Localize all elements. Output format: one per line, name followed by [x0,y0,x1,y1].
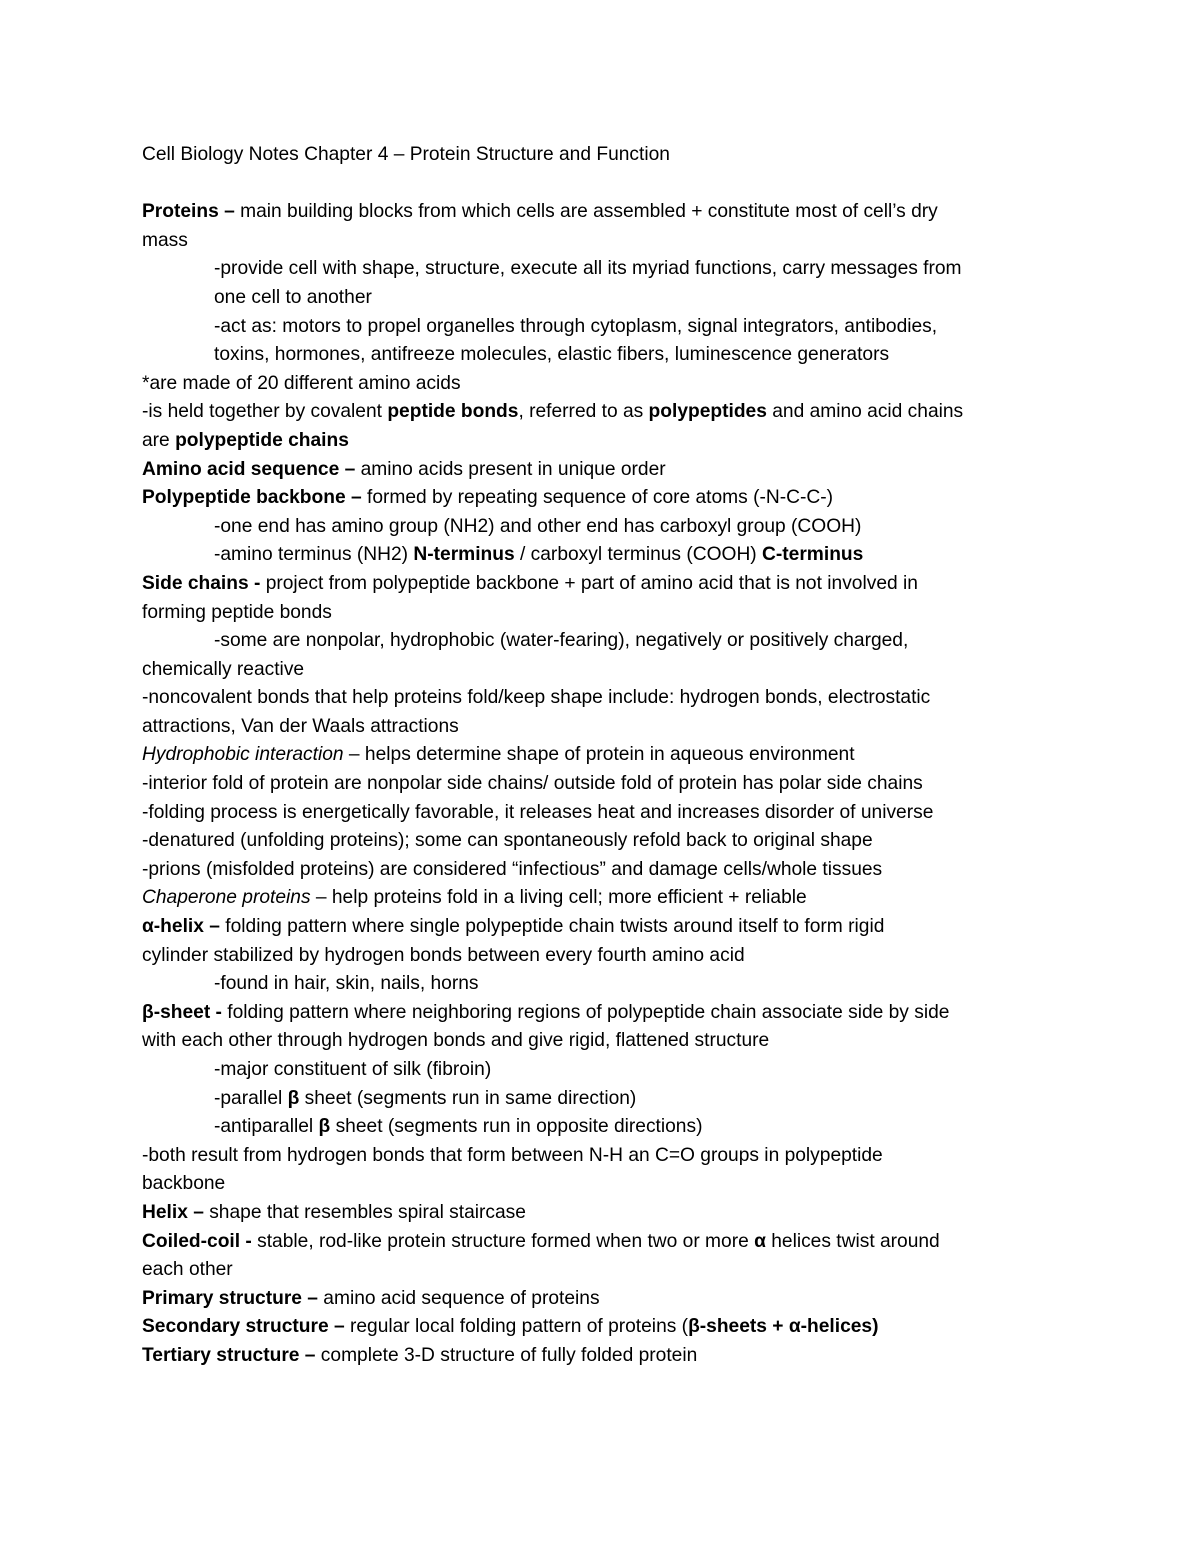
bold-term: polypeptides [648,401,767,423]
note-text: each other [142,1259,233,1281]
note-line [142,398,1072,427]
note-text: and amino acid chains [766,401,964,423]
bold-term: polypeptide chains [175,429,349,451]
note-text: amino acid sequence of proteins [317,1287,600,1309]
note-line [142,370,1072,399]
bold-term: Proteins – [142,201,235,223]
note-text: forming peptide bonds [142,601,332,623]
note-text: -both result from hydrogen bonds that form between N-H an C=O groups in polypeptide [142,1144,883,1166]
italic-term: Hydrophobic interaction [142,744,344,766]
bold-term: β [318,1116,331,1138]
note-text: sheet (segments run in same direction) [299,1087,637,1109]
note-line [142,770,1072,799]
document-title: Cell Biology Notes Chapter 4 – Protein Structure and Function [142,144,670,165]
note-text: / carboxyl terminus (COOH) [514,544,763,566]
bold-term: Primary structure – [142,1287,318,1309]
note-line [142,541,1072,570]
note-line [142,1199,1072,1228]
note-text: cylinder stabilized by hydrogen bonds between every fourth amino acid [142,944,745,966]
note-text: folding pattern where neighboring regions of polypeptide chain associate side by side [221,1001,950,1023]
note-text: mass [142,229,188,251]
note-text: -interior fold of protein are nonpolar side chains/ outside fold of protein has polar side chains [142,773,923,795]
bold-term: β-sheets + α-helices) [688,1316,879,1338]
bold-term: Secondary structure – [142,1316,345,1338]
bold-term: Coiled-coil - [142,1230,258,1252]
note-text: sheet (segments run in opposite directions) [330,1116,703,1138]
note-text: project from polypeptide backbone + part of amino acid that is not involved in [265,572,918,594]
bold-term: N-terminus [413,544,515,566]
note-text: -provide cell with shape, structure, execute all its myriad functions, carry messages from [214,258,962,280]
bold-term: α [754,1230,766,1252]
note-line [142,313,1072,342]
note-text: chemically reactive [142,658,305,680]
note-text: -prions (misfolded proteins) are considered “infectious” and damage cells/whole tissues [142,858,883,880]
note-text: amino acids present in unique order [355,458,666,480]
note-text: toxins, hormones, antifreeze molecules, elastic fibers, luminescence generators [214,344,890,366]
note-text: – help proteins fold in a living cell; more efficient + reliable [310,887,807,909]
note-text: attractions, Van der Waals attractions [142,715,459,737]
note-line [142,484,1072,513]
bold-term: C-terminus [762,544,864,566]
note-text: main building blocks from which cells are assembled + constitute most of cell’s dry [234,201,938,223]
note-line [142,1056,1072,1085]
note-text: regular local folding pattern of proteins ( [344,1316,689,1338]
note-text: with each other through hydrogen bonds and give rigid, flattened structure [142,1030,770,1052]
note-line [142,1142,1072,1171]
note-line [142,599,1072,628]
note-text: -one end has amino group (NH2) and other end has carboxyl group (COOH) [214,515,862,537]
note-line [142,656,1072,685]
note-text: formed by repeating sequence of core atoms (-N-C-C-) [361,487,833,509]
note-line [142,799,1072,828]
bold-term: peptide bonds [387,401,519,423]
note-line [142,913,1072,942]
note-text: folding pattern where single polypeptide chain twists around itself to form rigid [219,916,885,938]
note-text: shape that resembles spiral staircase [203,1201,526,1223]
note-line [142,999,1072,1028]
note-line [142,456,1072,485]
bold-term: Polypeptide backbone – [142,487,362,509]
bold-term: Tertiary structure – [142,1344,316,1366]
notes-body [142,198,1072,1370]
note-line [142,284,1072,313]
bold-term: Amino acid sequence – [142,458,356,480]
note-text: backbone [142,1173,226,1195]
note-text: -antiparallel [214,1116,319,1138]
note-line [142,970,1072,999]
note-line [142,1256,1072,1285]
note-line [142,741,1072,770]
note-line [142,827,1072,856]
note-line [142,513,1072,542]
note-line [142,713,1072,742]
bold-term: β-sheet - [142,1001,222,1023]
bold-term: Side chains - [142,572,266,594]
blank-line [142,170,1072,199]
note-text: one cell to another [214,286,372,308]
note-text: -some are nonpolar, hydrophobic (water-fearing), negatively or positively charged, [214,630,909,652]
note-line [142,1027,1072,1056]
note-text: -parallel [214,1087,288,1109]
note-line [142,427,1072,456]
note-line [142,1313,1072,1342]
note-text: *are made of 20 different amino acids [142,372,461,394]
note-text: – helps determine shape of protein in aqueous environment [343,744,855,766]
note-line [142,884,1072,913]
note-text: -folding process is energetically favorable, it releases heat and increases disorder of universe [142,801,934,823]
note-text: are [142,429,176,451]
note-text: complete 3-D structure of fully folded protein [315,1344,698,1366]
note-line [142,198,1072,227]
note-text: -major constituent of silk (fibroin) [214,1059,492,1080]
note-line [142,341,1072,370]
note-line [142,227,1072,256]
note-line [142,1113,1072,1142]
note-line [142,570,1072,599]
bold-term: α-helix – [142,916,220,938]
note-text: , referred to as [518,401,649,423]
note-text: -act as: motors to propel organelles through cytoplasm, signal integrators, antibodies, [214,315,938,337]
note-line [142,255,1072,284]
bold-term: Helix – [142,1201,204,1223]
note-line [142,1085,1072,1114]
note-line [142,1342,1072,1371]
note-line [142,684,1072,713]
note-line [142,1285,1072,1314]
note-line [142,942,1072,971]
note-line [142,1170,1072,1199]
note-line [142,856,1072,885]
note-text: -is held together by covalent [142,401,388,423]
note-text: -found in hair, skin, nails, horns [214,973,479,995]
note-text: -amino terminus (NH2) [214,544,414,566]
italic-term: Chaperone proteins [142,887,311,909]
bold-term: β [287,1087,300,1109]
note-line [142,1228,1072,1257]
document-page [142,141,1072,1371]
note-text: stable, rod-like protein structure formed when two or more [257,1230,755,1252]
note-text: -noncovalent bonds that help proteins fold/keep shape include: hydrogen bonds, electrostatic [142,687,931,709]
note-text: -denatured (unfolding proteins); some can spontaneously refold back to original shape [142,830,873,852]
note-line [142,627,1072,656]
note-text: helices twist around [765,1230,940,1252]
